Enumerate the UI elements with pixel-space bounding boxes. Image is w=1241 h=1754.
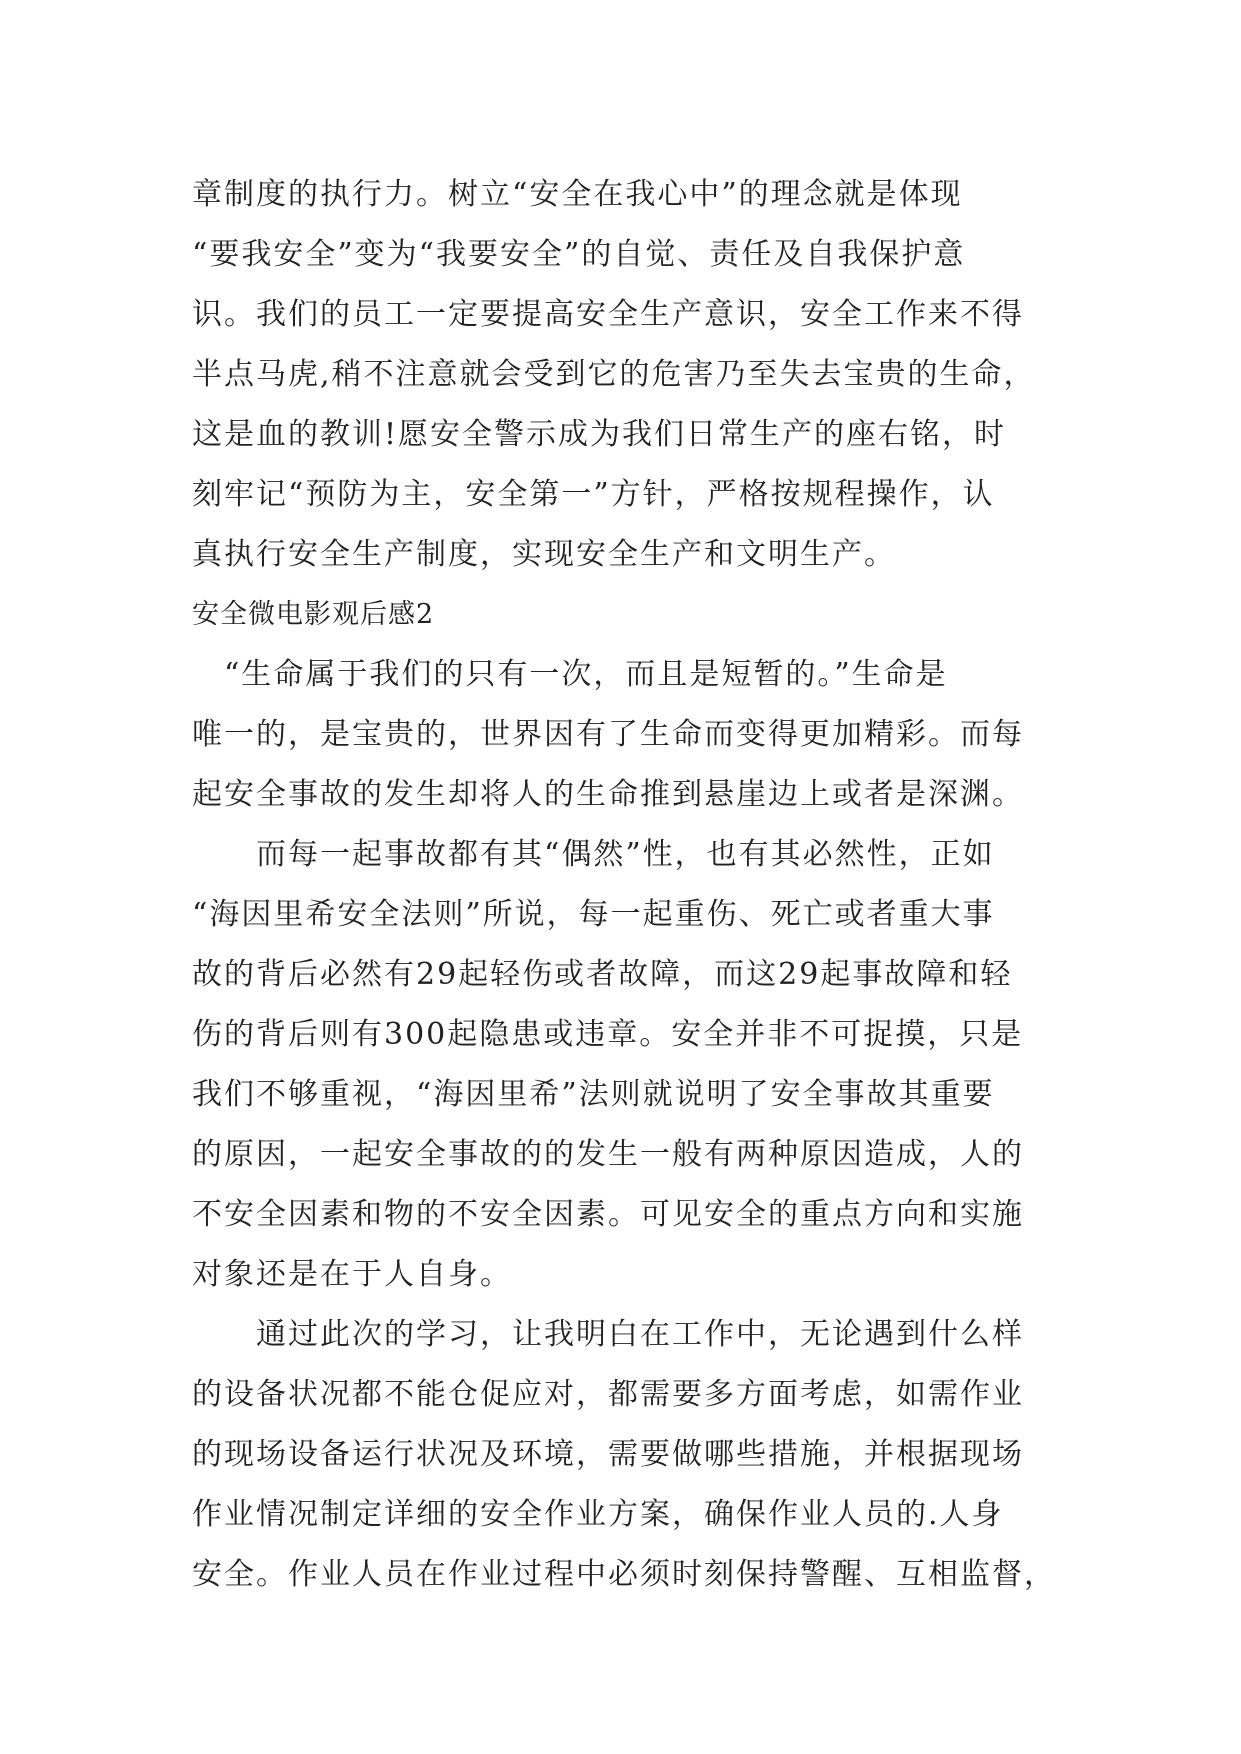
text-line: “海因里希安全法则”所说，每一起重伤、死亡或者重大事 xyxy=(192,897,995,932)
text-line: 通过此次的学习，让我明白在工作中，无论遇到什么样 xyxy=(192,1317,1024,1352)
text-line: 刻牢记“预防为主，安全第一”方针，严格按规程操作，认 xyxy=(192,477,995,512)
text-line: 的现场设备运行状况及环境，需要做哪些措施，并根据现场 xyxy=(192,1437,1024,1472)
text-line: 伤的背后则有300起隐患或违章。安全并非不可捉摸，只是 xyxy=(192,1017,1024,1052)
text-line: 安全。作业人员在作业过程中必须时刻保持警醒、互相监督， xyxy=(192,1557,1056,1592)
text-line: 章制度的执行力。树立“安全在我心中”的理念就是体现 xyxy=(192,177,963,212)
text-line: 识。我们的员工一定要提高安全生产意识，安全工作来不得 xyxy=(192,297,1024,332)
section-heading: 安全微电影观后感2 xyxy=(192,599,435,630)
text-line: 作业情况制定详细的安全作业方案，确保作业人员的.人身 xyxy=(192,1497,1004,1532)
text-line: 故的背后必然有29起轻伤或者故障，而这29起事故障和轻 xyxy=(192,957,1013,992)
document-body xyxy=(192,165,1056,1605)
text-line: “生命属于我们的只有一次，而且是短暂的。”生命是 xyxy=(192,657,948,692)
text-line: 半点马虎,稍不注意就会受到它的危害乃至失去宝贵的生命， xyxy=(192,357,1036,392)
text-line: 真执行安全生产制度，实现安全生产和文明生产。 xyxy=(192,537,896,572)
text-line: 这是血的教训!愿安全警示成为我们日常生产的座右铭，时 xyxy=(192,417,1007,452)
text-line: “要我安全”变为“我要安全”的自觉、责任及自我保护意 xyxy=(192,237,966,272)
text-line: 对象还是在于人自身。 xyxy=(192,1257,512,1292)
text-line: 的设备状况都不能仓促应对，都需要多方面考虑，如需作业 xyxy=(192,1377,1024,1412)
text-line: 我们不够重视，“海因里希”法则就说明了安全事故其重要 xyxy=(192,1077,995,1112)
text-line: 不安全因素和物的不安全因素。可见安全的重点方向和实施 xyxy=(192,1197,1024,1232)
text-line: 的原因，一起安全事故的的发生一般有两种原因造成，人的 xyxy=(192,1137,1024,1172)
text-line: 唯一的，是宝贵的，世界因有了生命而变得更加精彩。而每 xyxy=(192,717,1024,752)
text-line: 而每一起事故都有其“偶然”性，也有其必然性，正如 xyxy=(192,837,995,872)
text-line: 起安全事故的发生却将人的生命推到悬崖边上或者是深渊。 xyxy=(192,777,1024,812)
